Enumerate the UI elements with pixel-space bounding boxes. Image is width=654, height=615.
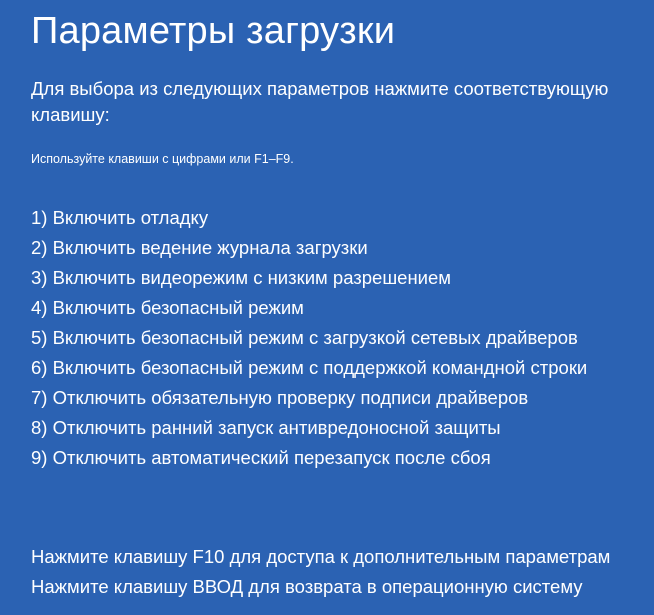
page-title: Параметры загрузки — [31, 10, 396, 52]
option-enable-low-resolution-video[interactable]: 3) Включить видеорежим с низким разрешением — [31, 267, 452, 288]
startup-options-list — [31, 203, 587, 473]
option-safe-mode-networking[interactable]: 5) Включить безопасный режим с загрузкой сетевых драйверов — [31, 327, 578, 348]
advanced-options-prompt[interactable]: Нажмите клавишу F10 для доступа к дополнительным параметрам — [31, 546, 611, 567]
option-disable-auto-restart-after-failure[interactable]: 9) Отключить автоматический перезапуск после сбоя — [31, 447, 491, 468]
footer-instructions — [31, 542, 610, 602]
option-safe-mode-command-prompt[interactable]: 6) Включить безопасный режим с поддержкой командной строки — [31, 357, 588, 378]
option-enable-safe-mode[interactable]: 4) Включить безопасный режим — [31, 297, 304, 318]
return-to-os-prompt[interactable]: Нажмите клавишу ВВОД для возврата в операционную систему — [31, 576, 583, 597]
option-enable-boot-logging[interactable]: 2) Включить ведение журнала загрузки — [31, 237, 368, 258]
option-disable-early-launch-antimalware[interactable]: 8) Отключить ранний запуск антивредоносной защиты — [31, 417, 501, 438]
option-enable-debugging[interactable]: 1) Включить отладку — [31, 207, 209, 228]
instruction-text: Для выбора из следующих параметров нажмите соответствующую клавишу: — [31, 78, 609, 125]
option-disable-driver-signature-enforcement[interactable]: 7) Отключить обязательную проверку подписи драйверов — [31, 387, 529, 408]
keys-hint: Используйте клавиши с цифрами или F1–F9. — [31, 152, 294, 166]
